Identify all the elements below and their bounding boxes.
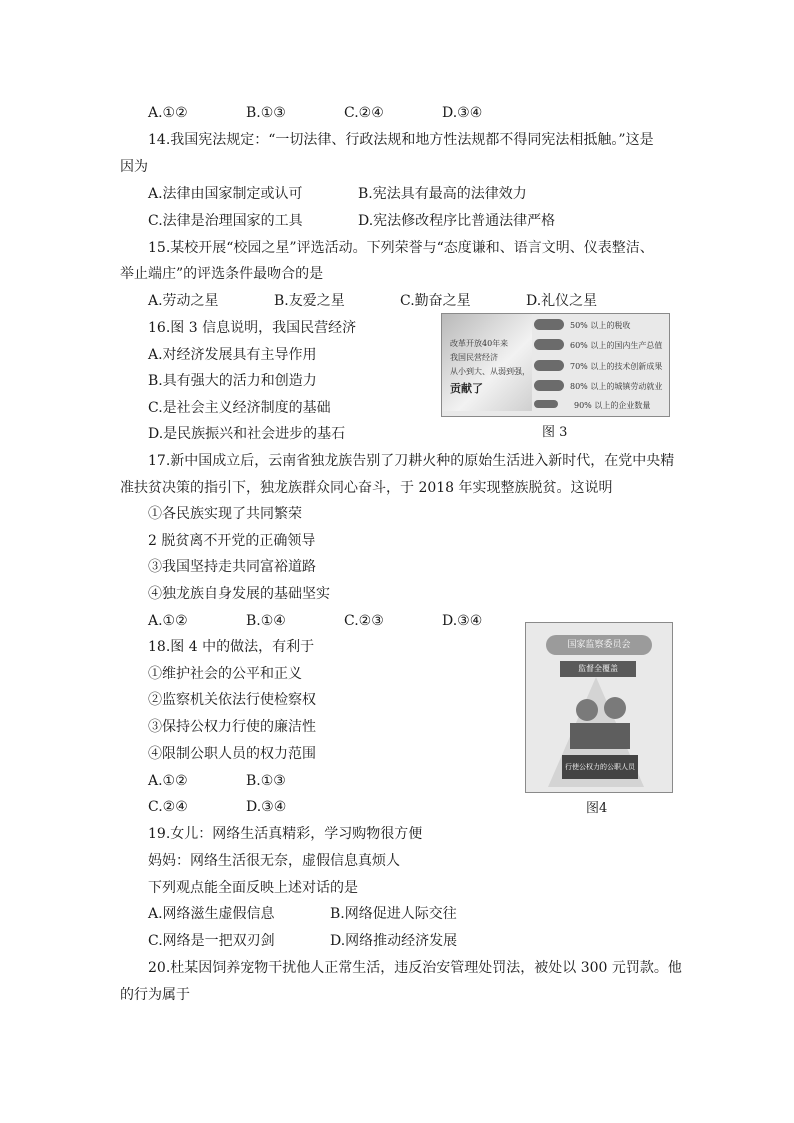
q14-option-d: D.宪法修改程序比普通法律严格 xyxy=(358,213,556,229)
q16-option-d: D.是民族振兴和社会进步的基石 xyxy=(148,426,346,442)
figure-3-text-2: 我国民营经济 xyxy=(450,353,498,362)
q17-stem: 17.新中国成立后，云南省独龙族告别了刀耕火种的原始生活进入新时代，在党中央精 xyxy=(148,453,675,469)
q16-stem: 16.图 3 信息说明，我国民营经济 xyxy=(148,320,357,336)
q18-stem: 18.图 4 中的做法，有利于 xyxy=(148,639,315,655)
q17-item-3: ③我国坚持走共同富裕道路 xyxy=(148,559,316,575)
q17-option-b: B.①④ xyxy=(246,613,286,629)
figure-4 xyxy=(525,622,673,793)
figure-3-stat-1: 50% 以上的税收 xyxy=(570,321,631,330)
q19-option-d: D.网络推动经济发展 xyxy=(330,933,458,949)
q16-option-c: C.是社会主义经济制度的基础 xyxy=(148,400,331,416)
q17-stem-cont: 准扶贫决策的指引下，独龙族群众同心奋斗，于 2018 年实现整族脱贫。这说明 xyxy=(120,480,613,496)
q14-option-c: C.法律是治理国家的工具 xyxy=(148,213,303,229)
q19-option-b: B.网络促进人际交往 xyxy=(330,906,457,922)
q20-stem: 20.杜某因饲养宠物干扰他人正常生活，违反治安管理处罚法，被处以 300 元罚款。他 xyxy=(148,960,682,976)
q17-option-a: A.①② xyxy=(148,613,188,629)
figure-4-person xyxy=(604,697,626,719)
q14-option-a: A.法律由国家制定或认可 xyxy=(148,186,303,202)
q18-item-1: ①维护社会的公平和正义 xyxy=(148,666,302,682)
figure-4-caption: 图4 xyxy=(586,801,608,816)
q19-option-c: C.网络是一把双刃剑 xyxy=(148,933,275,949)
q17-item-4: ④独龙族自身发展的基础坚实 xyxy=(148,586,330,602)
q19-stem: 下列观点能全面反映上述对话的是 xyxy=(148,880,358,896)
figure-4-banner: 国家监察委员会 xyxy=(546,635,652,655)
q19-dialogue-2: 妈妈：网络生活很无奈，虚假信息真烦人 xyxy=(148,853,400,869)
figure-3-banner xyxy=(442,314,532,411)
q13-option-a: A.①② xyxy=(148,105,188,121)
q15-stem-cont: 举止端庄”的评选条件最吻合的是 xyxy=(120,266,324,282)
figure-3-stat-5: 90% 以上的企业数量 xyxy=(574,401,651,410)
figure-3-pill xyxy=(534,339,564,350)
figure-4-base-label: 行使公权力的公职人员 xyxy=(562,755,638,779)
q13-option-b: B.①③ xyxy=(246,105,286,121)
figure-3-stat-3: 70% 以上的技术创新成果 xyxy=(570,362,663,371)
q14-option-b: B.宪法具有最高的法律效力 xyxy=(358,186,527,202)
q18-item-4: ④限制公职人员的权力范围 xyxy=(148,746,316,762)
q18-option-c: C.②④ xyxy=(148,799,188,815)
q15-option-d: D.礼仪之星 xyxy=(526,293,598,309)
q19-option-a: A.网络滋生虚假信息 xyxy=(148,906,275,922)
figure-3-stat-4: 80% 以上的城镇劳动就业 xyxy=(570,382,663,391)
figure-3-text-1: 改革开放40年来 xyxy=(450,339,509,348)
figure-3-pill xyxy=(534,380,564,391)
figure-3-pill xyxy=(534,319,564,330)
q17-item-2: 2 脱贫离不开党的正确领导 xyxy=(148,533,316,549)
figure-4-subtitle: 监督全覆盖 xyxy=(560,661,636,677)
figure-3-pill xyxy=(534,400,558,408)
q19-dialogue-1: 19.女儿：网络生活真精彩，学习购物很方便 xyxy=(148,826,423,842)
figure-4-desk xyxy=(570,723,630,749)
q14-stem: 14.我国宪法规定：“一切法律、行政法规和地方性法规都不得同宪法相抵触。”这是 xyxy=(148,132,654,148)
figure-3-caption: 图 3 xyxy=(542,425,568,440)
figure-3 xyxy=(441,313,670,417)
q18-option-d: D.③④ xyxy=(246,799,287,815)
figure-3-text-3: 从小到大、从弱到强， xyxy=(450,367,530,376)
q16-option-b: B.具有强大的活力和创造力 xyxy=(148,373,317,389)
figure-3-stat-2: 60% 以上的国内生产总值 xyxy=(570,341,663,350)
q15-stem: 15.某校开展“校园之星”评选活动。下列荣誉与“态度谦和、语言文明、仪表整洁、 xyxy=(148,240,654,256)
figure-3-text-4: 贡献了 xyxy=(450,382,483,395)
figure-3-pill xyxy=(534,360,564,371)
q15-option-a: A.劳动之星 xyxy=(148,293,219,309)
q16-option-a: A.对经济发展具有主导作用 xyxy=(148,347,317,363)
q18-option-b: B.①③ xyxy=(246,773,286,789)
q18-item-2: ②监察机关依法行使检察权 xyxy=(148,692,316,708)
q13-option-c: C.②④ xyxy=(344,105,384,121)
q17-option-d: D.③④ xyxy=(442,613,483,629)
q17-item-1: ①各民族实现了共同繁荣 xyxy=(148,506,302,522)
q14-stem-cont: 因为 xyxy=(120,159,148,175)
figure-4-person xyxy=(576,699,598,721)
q18-item-3: ③保持公权力行使的廉洁性 xyxy=(148,719,316,735)
q20-stem-cont: 的行为属于 xyxy=(120,987,190,1003)
q13-option-d: D.③④ xyxy=(442,105,483,121)
q17-option-c: C.②③ xyxy=(344,613,384,629)
q15-option-b: B.友爱之星 xyxy=(274,293,345,309)
q18-option-a: A.①② xyxy=(148,773,188,789)
q15-option-c: C.勤奋之星 xyxy=(400,293,471,309)
